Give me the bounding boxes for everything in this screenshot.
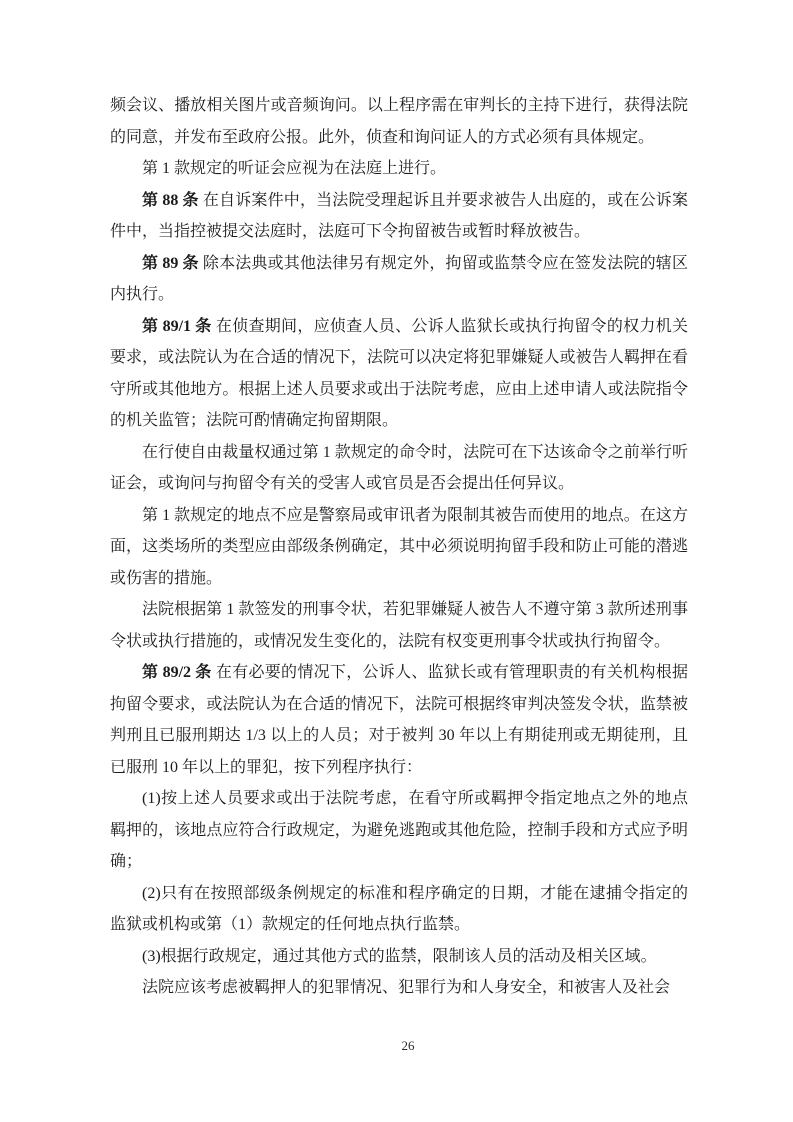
paragraph-text: 频会议、播放相关图片或音频询问。以上程序需在审判长的主持下进行，获得法院的同意，并发布至政府公报。此外，侦查和询问证人的方式必须有具体规定。 <box>110 97 688 146</box>
paragraph-warrant-change <box>110 594 688 657</box>
paragraph-discretion-hearing <box>110 437 688 500</box>
article-89-2 <box>110 657 688 783</box>
paragraph-text: 法院根据第 1 款签发的刑事令状，若犯罪嫌疑人被告人不遵守第 3 款所述刑事令状或执行措施的，或情况发生变化的，法院有权变更刑事令状或执行拘留令。 <box>110 601 688 650</box>
article-88 <box>110 185 688 248</box>
article-89-1 <box>110 311 688 437</box>
article-number: 第 89 条 <box>142 254 199 272</box>
paragraph-clause-1-hearing <box>110 153 688 185</box>
article-number: 第 89/2 条 <box>142 664 212 681</box>
page-number: 26 <box>401 1038 415 1053</box>
paragraph-text: (2)只有在按照部级条例规定的标准和程序确定的日期，才能在逮捕令指定的监狱或机构或第（1）款规定的任何地点执行监禁。 <box>110 884 688 933</box>
paragraph-court-considerations <box>110 972 688 1004</box>
article-89 <box>110 248 688 311</box>
paragraph-text: 法院应该考虑被羁押人的犯罪情况、犯罪行为和人身安全，和被害人及社会 <box>142 979 671 996</box>
paragraph-text: (3)根据行政规定，通过其他方式的监禁，限制该人员的活动及相关区域。 <box>142 947 657 965</box>
article-number: 第 89/1 条 <box>142 317 212 335</box>
paragraph-continuation <box>110 90 688 153</box>
paragraph-text: 在行使自由裁量权通过第 1 款规定的命令时，法院可在下达该命令之前举行听证会，或询问与拘留令有关的受害人或官员是否会提出任何异议。 <box>110 443 688 492</box>
paragraph-text: 在有必要的情况下，公诉人、监狱长或有管理职责的有关机构根据拘留令要求，或法院认为在合适的情况下，法院可根据终审判决签发令状，监禁被判刑且已服刑期达 1/3 以上的人员；对于被判 30 年以上有期徒刑或无期徒刑，且已服刑 10 年以上的罪犯，按下列程序执行： <box>110 664 688 776</box>
list-item-1 <box>110 783 688 878</box>
paragraph-text: 在侦查期间，应侦查人员、公诉人监狱长或执行拘留令的权力机关要求，或法院认为在合适的情况下，法院可以决定将犯罪嫌疑人或被告人羁押在看守所或其他地方。根据上述人员要求或出于法院考虑，应由上述申请人或法院指令的机关监管；法院可酌情确定拘留期限。 <box>110 317 688 429</box>
list-item-2 <box>110 878 688 941</box>
article-number: 第 88 条 <box>142 191 199 209</box>
paragraph-text: 第 1 款规定的地点不应是警察局或审讯者为限制其被告而使用的地点。在这方面，这类场所的类型应由部级条例确定，其中必须说明拘留手段和防止可能的潜逃或伤害的措施。 <box>110 506 688 587</box>
paragraph-text: 第 1 款规定的听证会应视为在法庭上进行。 <box>142 160 447 177</box>
paragraph-text: 在自诉案件中，当法院受理起诉且并要求被告人出庭的，或在公诉案件中，当指控被提交法庭时，法庭可下令拘留被告或暂时释放被告。 <box>110 191 688 240</box>
document-body <box>110 90 688 1004</box>
paragraph-text: 除本法典或其他法律另有规定外，拘留或监禁令应在签发法院的辖区内执行。 <box>110 254 688 303</box>
list-item-3 <box>110 941 688 973</box>
paragraph-text: (1)按上述人员要求或出于法院考虑，在看守所或羁押令指定地点之外的地点羁押的，该地点应符合行政规定，为避免逃跑或其他危险，控制手段和方式应予明确； <box>110 790 688 870</box>
paragraph-location-rules <box>110 500 688 595</box>
